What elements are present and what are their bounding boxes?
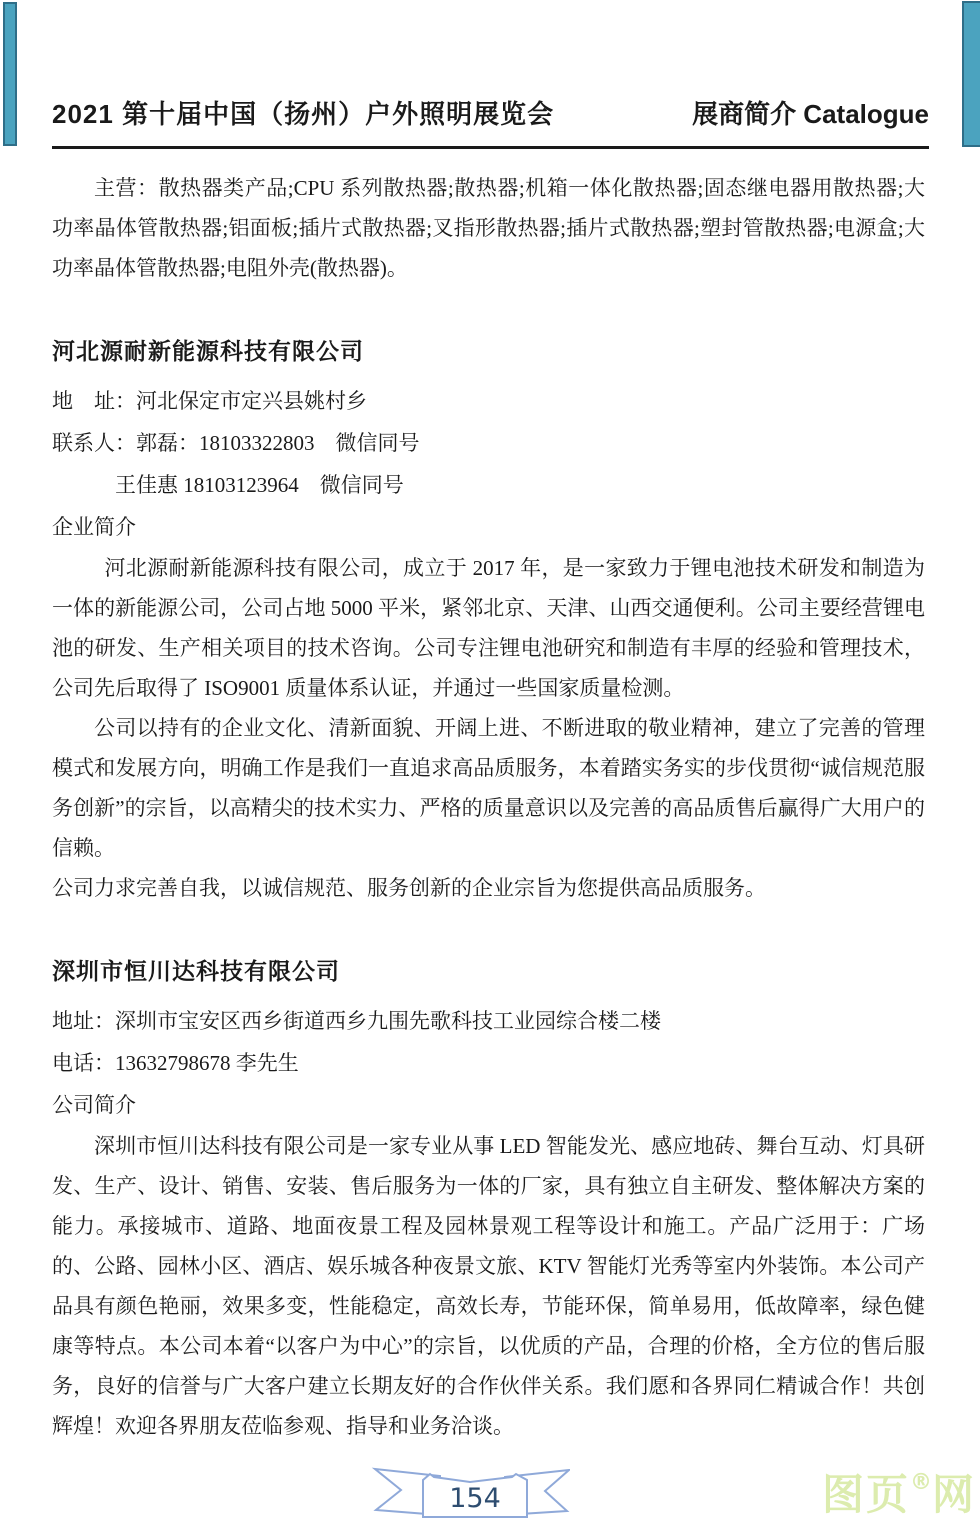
watermark-text-pre: 图页 (821, 1470, 910, 1519)
company-1-profile-paragraph-3: 公司力求完善自我，以诚信规范、服务创新的企业宗旨为您提供高品质服务。 (52, 876, 766, 900)
watermark (821, 1470, 976, 1519)
company-1-contact-2: 王佳惠 18103123964 微信同号 (115, 473, 404, 497)
page-content (52, 168, 925, 1446)
header-title-left: 2021 第十届中国（扬州）户外照明展览会 (52, 99, 555, 129)
company-1-profile-paragraph-2: 公司以持有的企业文化、清新面貌、开阔上进、不断进取的敬业精神，建立了完善的管理模式和发展方向，明确工作是我们一直追求高品质服务，本着踏实务实的步伐贯彻“诚信规范服务创新”的宗旨，以高精尖的技术实力、严格的质量意识以及完善的高品质售后赢得广大用户的信赖。 (52, 716, 925, 860)
company-1-address: 地 址：河北保定市定兴县姚村乡 (52, 389, 367, 413)
page-number-ribbon (370, 1462, 570, 1520)
company-1-contact: 联系人：郭磊：18103322803 微信同号 (52, 431, 420, 455)
page-number: 154 (449, 1483, 501, 1514)
company-2-profile-paragraph-1: 深圳市恒川达科技有限公司是一家专业从事 LED 智能发光、感应地砖、舞台互动、灯具研发、生产、设计、销售、安装、售后服务为一体的厂家，具有独立自主研发、整体解决方案的能力。承接城市、道路、地面夜景工程及园林景观工程等设计和施工。产品广泛用于：广场的、公路、园林小区、酒店、娱乐城各种夜景文旅、KTV 智能灯光秀等室内外装饰。本公司产品具有颜色艳丽，效果多变，性能稳定，高效长寿，节能环保，简单易用，低故障率，绿色健康等特点。本公司本着“以客户为中心”的宗旨，以优质的产品，合理的价格，全方位的售后服务，良好的信誉与广大客户建立长期友好的合作伙伴关系。我们愿和各界同仁精诚合作！共创辉煌！欢迎各界朋友莅临参观、指导和业务洽谈。 (52, 1134, 925, 1438)
header-title-right: 展商简介 Catalogue (692, 99, 929, 129)
right-accent-bar (962, 1, 980, 147)
company-1-profile-label: 企业简介 (52, 515, 136, 539)
company-2-profile-label: 公司简介 (52, 1093, 136, 1117)
company-2-address: 地址：深圳市宝安区西乡街道西乡九围先歌科技工业园综合楼二楼 (52, 1009, 661, 1033)
page-header (52, 94, 929, 131)
company-1-profile-paragraph-1: 河北源耐新能源科技有限公司，成立于 2017 年，是一家致力于锂电池技术研发和制造为一体的新能源公司，公司占地 5000 平米，紧邻北京、天津、山西交通便利。公司主要经营锂电池的研发、生产相关项目的技术咨询。公司专注锂电池研究和制造有丰厚的经验和管理技术，公司先后取得了 ISO9001 质量体系认证，并通过一些国家质量检测。 (52, 556, 925, 700)
company-1-name: 河北源耐新能源科技有限公司 (52, 338, 364, 364)
company-2-phone: 电话：13632798678 李先生 (52, 1051, 299, 1075)
header-rule (52, 146, 929, 149)
left-accent-bar (3, 2, 17, 146)
watermark-registered-icon: ® (909, 1470, 932, 1495)
watermark-text-post: 网 (931, 1470, 976, 1519)
company-2-name: 深圳市恒川达科技有限公司 (52, 958, 340, 984)
business-scope-paragraph: 主营：散热器类产品;CPU 系列散热器;散热器;机箱一体化散热器;固态继电器用散热器;大功率晶体管散热器;铝面板;插片式散热器;叉指形散热器;插片式散热器;塑封管散热器;电源盒;大功率晶体管散热器;电阻外壳(散热器)。 (52, 176, 925, 280)
